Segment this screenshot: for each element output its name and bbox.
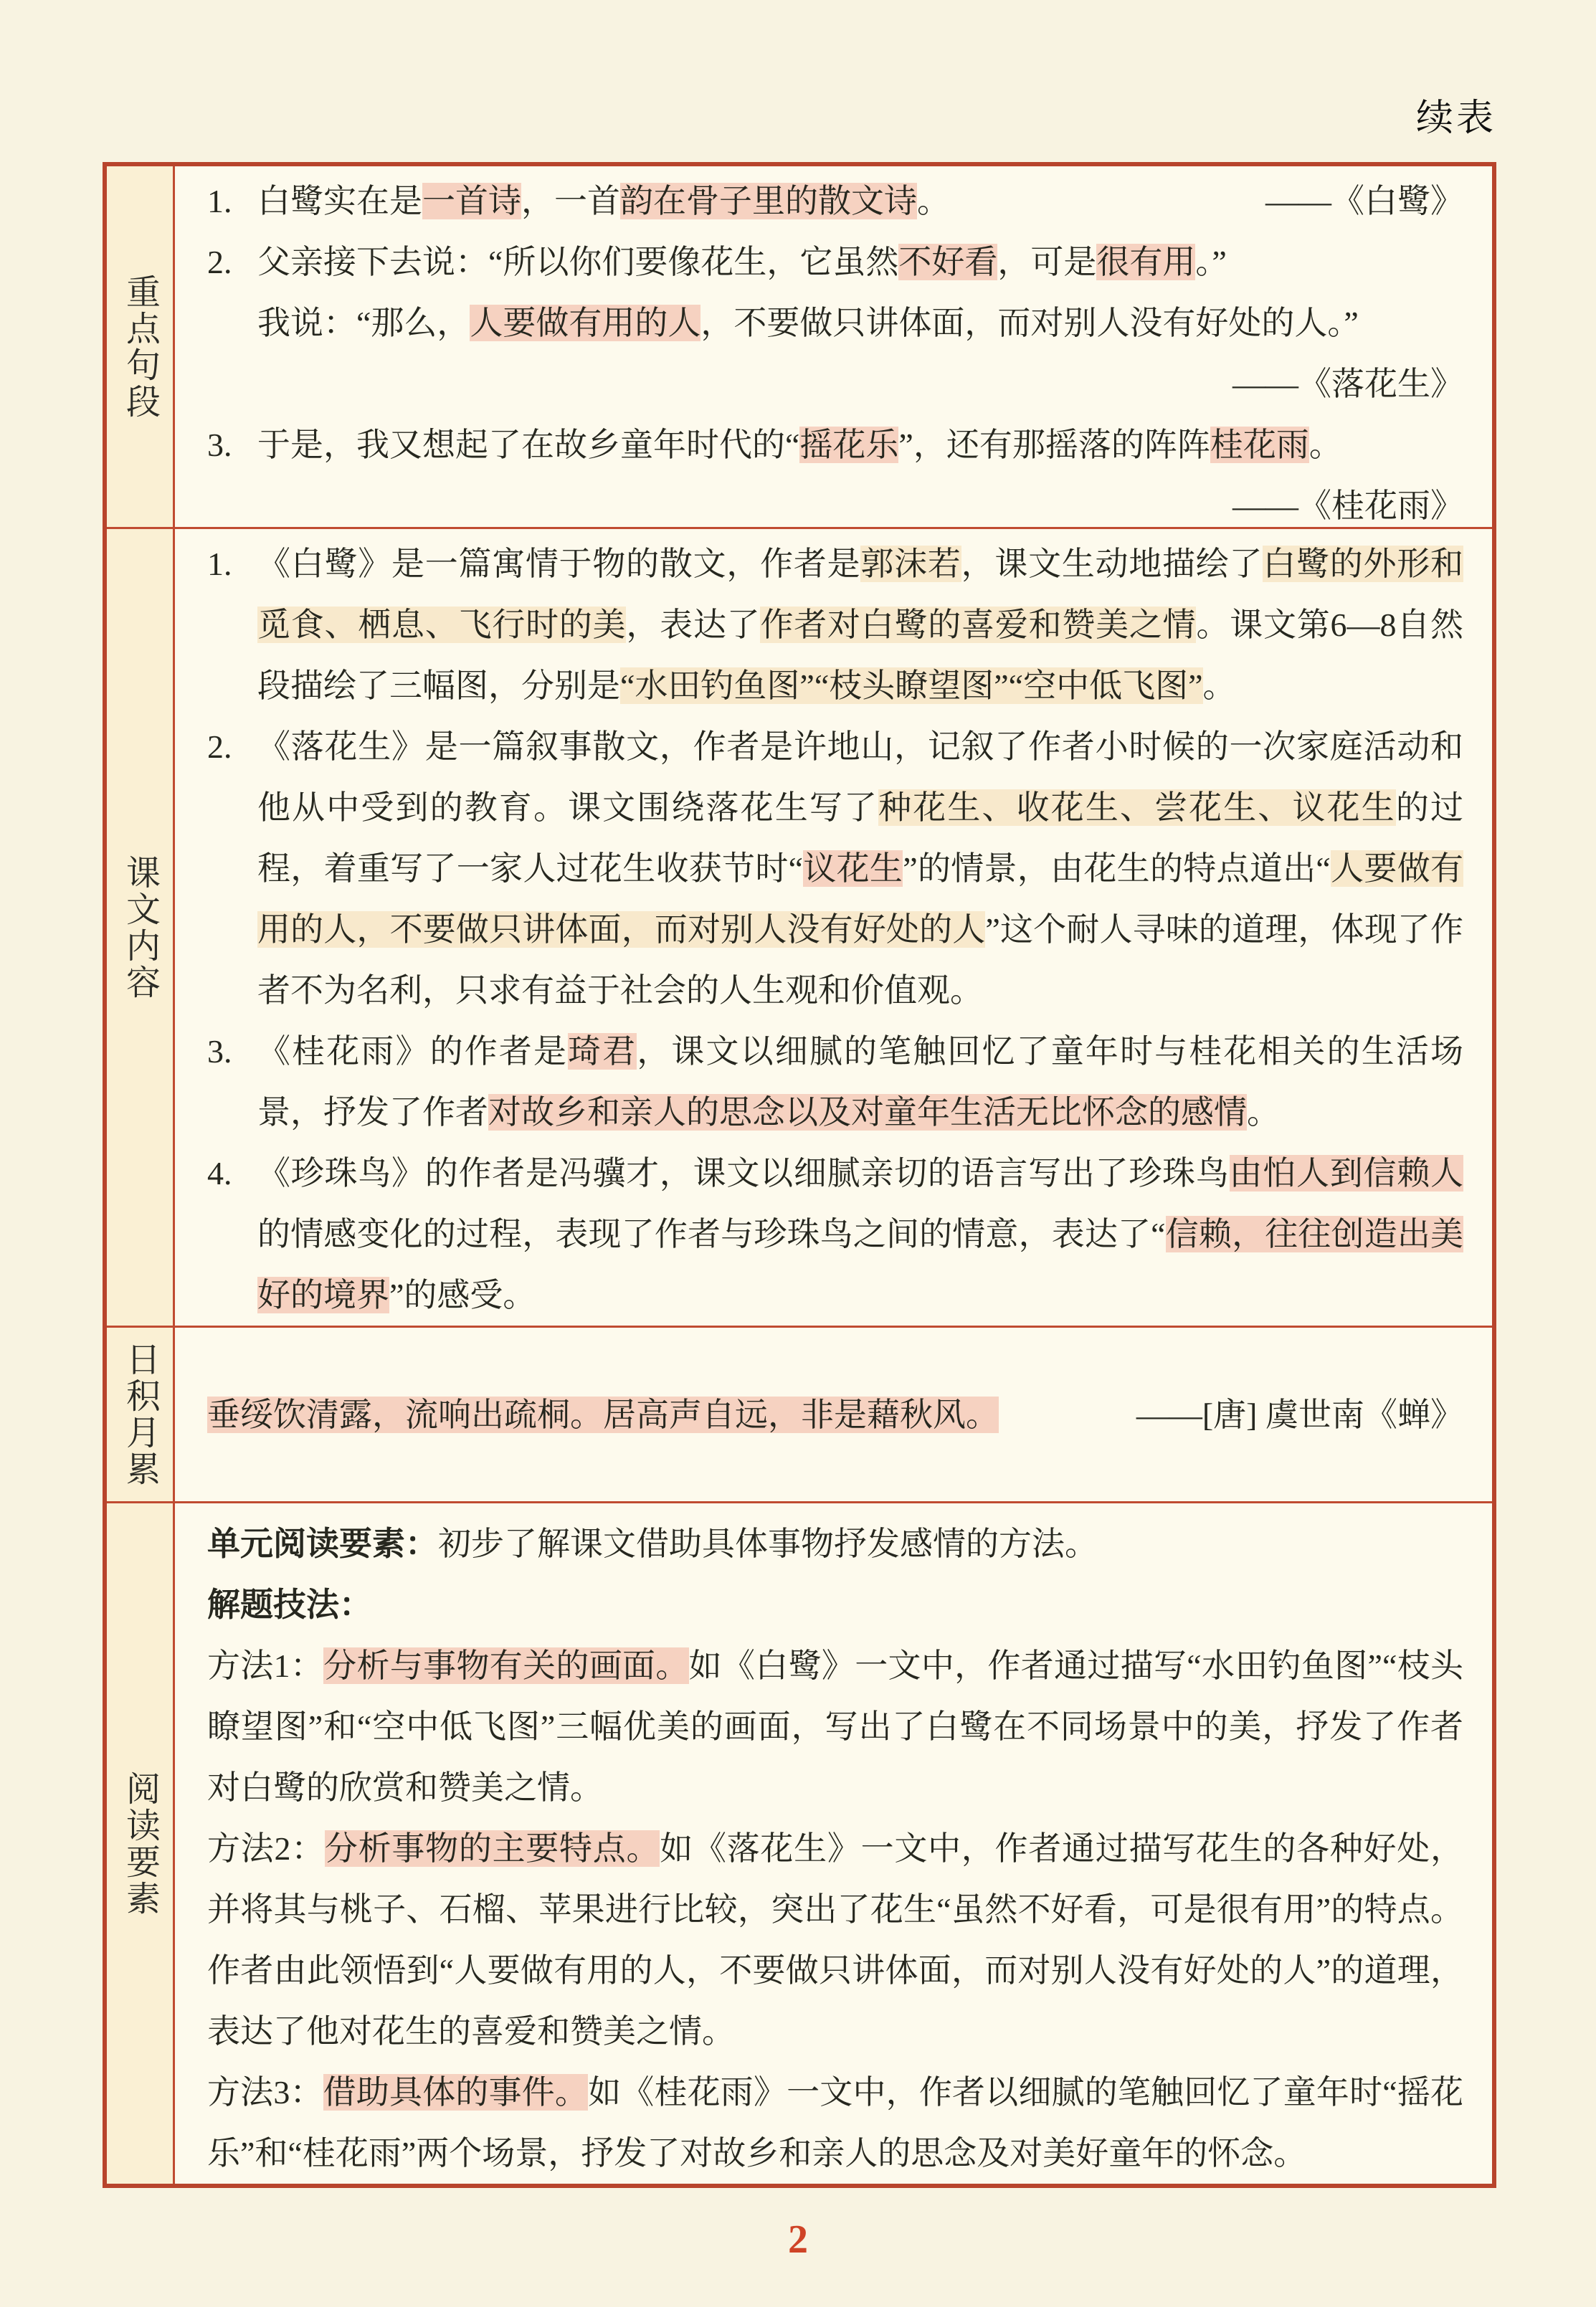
content-item bbox=[207, 1635, 1463, 1818]
content-item bbox=[207, 1513, 1463, 1574]
highlighted-text: 桂花雨 bbox=[1210, 427, 1309, 463]
text-line bbox=[207, 1513, 1463, 1574]
row-content bbox=[175, 1503, 1492, 2184]
text-segment: 的过程，着重写了一家人过花生收获节时“ bbox=[257, 789, 1464, 887]
item-number: 3. bbox=[207, 1033, 232, 1070]
text-segment: 的情感变化的过程，表现了作者与珍珠鸟之间的情意，表达了“ bbox=[257, 1216, 1166, 1252]
highlighted-text: 白鹭的外形和觅食、栖息、飞行时的美 bbox=[257, 546, 1464, 643]
text-line bbox=[207, 2062, 1463, 2184]
item-number: 3. bbox=[207, 427, 232, 463]
table-row bbox=[107, 1326, 1492, 1501]
content-item bbox=[207, 414, 1463, 536]
text-segment: 如《桂花雨》一文中，作者以细腻的笔触回忆了童年时“摇花乐”和“桂花雨”两个场景，抒发了对故乡和亲人的思念及对美好童年的怀念。 bbox=[207, 2074, 1464, 2172]
highlighted-text: 议花生 bbox=[803, 850, 903, 887]
item-number: 1. bbox=[207, 183, 232, 219]
attribution: ——《落花生》 bbox=[1232, 366, 1463, 402]
text-segment: 《白鹭》是一篇寓情于物的散文，作者是 bbox=[257, 546, 861, 582]
text-segment: 白鹭实在是 bbox=[257, 183, 422, 219]
attribution: ——《白鹭》 bbox=[1265, 183, 1463, 219]
text-segment: 如《白鹭》一文中，作者通过描写“水田钓鱼图”“枝头瞭望图”和“空中低飞图”三幅优美的画面，写出了白鹭在不同场景中的美，抒发了作者对白鹭的欣赏和赞美之情。 bbox=[207, 1647, 1464, 1806]
text-segment: 于是，我又想起了在故乡童年时代的“ bbox=[257, 427, 800, 463]
content-item bbox=[207, 1143, 1463, 1326]
text-line bbox=[257, 414, 1463, 475]
text-line bbox=[207, 1818, 1463, 2062]
item-body bbox=[257, 171, 1463, 232]
text-segment: ”的感受。 bbox=[389, 1277, 536, 1313]
text-segment: ，表达了 bbox=[626, 607, 761, 643]
text-line bbox=[207, 1384, 1463, 1445]
highlighted-text: 分析与事物有关的画面。 bbox=[323, 1647, 689, 1684]
text-segment: 。” bbox=[1195, 244, 1227, 280]
text-segment: 。课文第6—8自然段描绘了三幅图，分别是 bbox=[257, 607, 1464, 704]
item-number: 2. bbox=[207, 244, 232, 280]
highlighted-text: 韵在骨子里的散文诗 bbox=[620, 183, 917, 219]
content-item bbox=[207, 1384, 1463, 1445]
text-line bbox=[257, 1021, 1463, 1143]
text-segment: 。 bbox=[917, 183, 950, 219]
attribution: ——[唐] 虞世南《蝉》 bbox=[1136, 1396, 1463, 1433]
highlighted-text: 种花生、收花生、尝花生、议花生 bbox=[878, 789, 1396, 826]
highlighted-text: 由怕人到信赖人 bbox=[1229, 1155, 1464, 1191]
row-label-text: 阅读要素 bbox=[120, 1770, 159, 1917]
highlighted-text: 摇花乐 bbox=[799, 427, 899, 463]
highlighted-text: 分析事物的主要特点。 bbox=[324, 1830, 660, 1867]
row-label-text: 日积月累 bbox=[120, 1341, 159, 1488]
text-segment: 初步了解课文借助具体事物抒发感情的方法。 bbox=[438, 1526, 1098, 1562]
highlighted-text: 信赖，往往创造出美好的境界 bbox=[257, 1216, 1464, 1313]
text-segment: 。 bbox=[1247, 1094, 1280, 1131]
row-label-text: 重点句段 bbox=[120, 273, 159, 420]
text-line bbox=[257, 171, 1463, 232]
table-row bbox=[107, 166, 1492, 527]
content-item bbox=[207, 1574, 1463, 1635]
text-segment: 父亲接下去说：“所以你们要像花生，它虽然 bbox=[257, 244, 899, 280]
highlighted-text: 借助具体的事件。 bbox=[323, 2074, 589, 2111]
item-body bbox=[257, 1021, 1463, 1143]
content-item bbox=[207, 1818, 1463, 2062]
row-content bbox=[175, 529, 1492, 1326]
text-segment: ，课文生动地描绘了 bbox=[961, 546, 1263, 582]
text-segment: ”这个耐人寻味的道理，体现了作者不为名利，只求有益于社会的人生观和价值观。 bbox=[257, 911, 1464, 1009]
highlighted-text: 单元阅读要素： bbox=[207, 1526, 438, 1562]
highlighted-text: 人要做有用的人，不要做只讲体面，而对别人没有好处的人 bbox=[257, 850, 1464, 948]
text-segment: ，课文以细腻的笔触回忆了童年时与桂花相关的生活场景，抒发了作者 bbox=[257, 1033, 1464, 1131]
text-segment: 如《落花生》一文中，作者通过描写花生的各种好处，并将其与桃子、石榴、苹果进行比较，突出了花生“虽然不好看，可是很有用”的特点。作者由此领悟到“人要做有用的人，不要做只讲体面，而对别人没有好处的人”的道理，表达了他对花生的喜爱和赞美之情。 bbox=[207, 1830, 1464, 2050]
highlighted-text: 人要做有用的人 bbox=[470, 305, 701, 341]
item-number: 2. bbox=[207, 728, 232, 765]
text-segment: 。 bbox=[1202, 667, 1236, 704]
highlighted-text: 对故乡和亲人的思念以及对童年生活无比怀念的感情 bbox=[488, 1094, 1247, 1131]
content-item bbox=[207, 533, 1463, 716]
content-item bbox=[207, 1021, 1463, 1143]
content-item bbox=[207, 2062, 1463, 2184]
text-segment: ，一首 bbox=[521, 183, 620, 219]
text-segment: ，不要做只讲体面，而对别人没有好处的人。” bbox=[700, 305, 1359, 341]
text-line bbox=[207, 1635, 1463, 1818]
content-item bbox=[207, 232, 1463, 414]
table-row bbox=[107, 1501, 1492, 2184]
text-segment: 我说：“那么， bbox=[257, 305, 470, 341]
text-segment: 《珍珠鸟》的作者是冯骥才，课文以细腻亲切的语言写出了珍珠鸟 bbox=[257, 1155, 1230, 1191]
highlighted-text: 一首诗 bbox=[422, 183, 521, 219]
text-segment: 《桂花雨》的作者是 bbox=[257, 1033, 569, 1070]
highlighted-text: 解题技法： bbox=[207, 1587, 372, 1623]
row-label bbox=[107, 1503, 175, 2184]
item-number: 4. bbox=[207, 1155, 232, 1191]
highlighted-text: “水田钓鱼图”“枝头瞭望图”“空中低飞图” bbox=[620, 667, 1203, 704]
text-line bbox=[257, 292, 1463, 353]
text-segment: 。 bbox=[1308, 427, 1342, 463]
item-body bbox=[257, 533, 1463, 716]
item-body bbox=[257, 1143, 1463, 1326]
text-segment: ”的情景，由花生的特点道出“ bbox=[903, 850, 1331, 887]
highlighted-text: 琦君 bbox=[568, 1033, 637, 1070]
attribution: ——《桂花雨》 bbox=[1232, 487, 1463, 524]
text-line bbox=[257, 232, 1463, 292]
table-row bbox=[107, 527, 1492, 1326]
highlighted-text: 郭沫若 bbox=[860, 546, 961, 582]
text-line bbox=[257, 533, 1463, 716]
row-label-text: 课文内容 bbox=[120, 854, 159, 1001]
item-number: 1. bbox=[207, 546, 232, 582]
content-item bbox=[207, 716, 1463, 1021]
text-line bbox=[207, 1574, 1463, 1635]
row-label bbox=[107, 166, 175, 527]
text-segment: 方法2： bbox=[207, 1830, 325, 1867]
highlighted-text: 垂绥饮清露，流响出疏桐。居高声自远，非是藉秋风。 bbox=[207, 1396, 999, 1433]
content-item bbox=[207, 171, 1463, 232]
page-number: 2 bbox=[788, 2217, 808, 2262]
row-label bbox=[107, 529, 175, 1326]
row-label bbox=[107, 1328, 175, 1501]
highlighted-text: 作者对白鹭的喜爱和赞美之情 bbox=[760, 607, 1197, 643]
text-segment: 方法3： bbox=[207, 2074, 323, 2111]
text-segment: 《落花生》是一篇叙事散文，作者是许地山，记叙了作者小时候的一次家庭活动和他从中受到的教育。课文围绕落花生写了 bbox=[257, 728, 1463, 826]
text-segment: 方法1： bbox=[207, 1647, 324, 1684]
text-line bbox=[257, 716, 1463, 1021]
text-segment: ，可是 bbox=[997, 244, 1097, 280]
item-body bbox=[257, 414, 1463, 536]
summary-table bbox=[103, 162, 1496, 2188]
text-segment: ”，还有那摇落的阵阵 bbox=[898, 427, 1210, 463]
highlighted-text: 不好看 bbox=[898, 244, 998, 280]
continued-table-label: 续表 bbox=[1415, 98, 1496, 139]
row-content bbox=[175, 1328, 1492, 1501]
highlighted-text: 很有用 bbox=[1096, 244, 1196, 280]
item-body bbox=[257, 232, 1463, 414]
text-line bbox=[257, 1143, 1463, 1326]
row-content bbox=[175, 166, 1492, 527]
item-body bbox=[257, 716, 1463, 1021]
